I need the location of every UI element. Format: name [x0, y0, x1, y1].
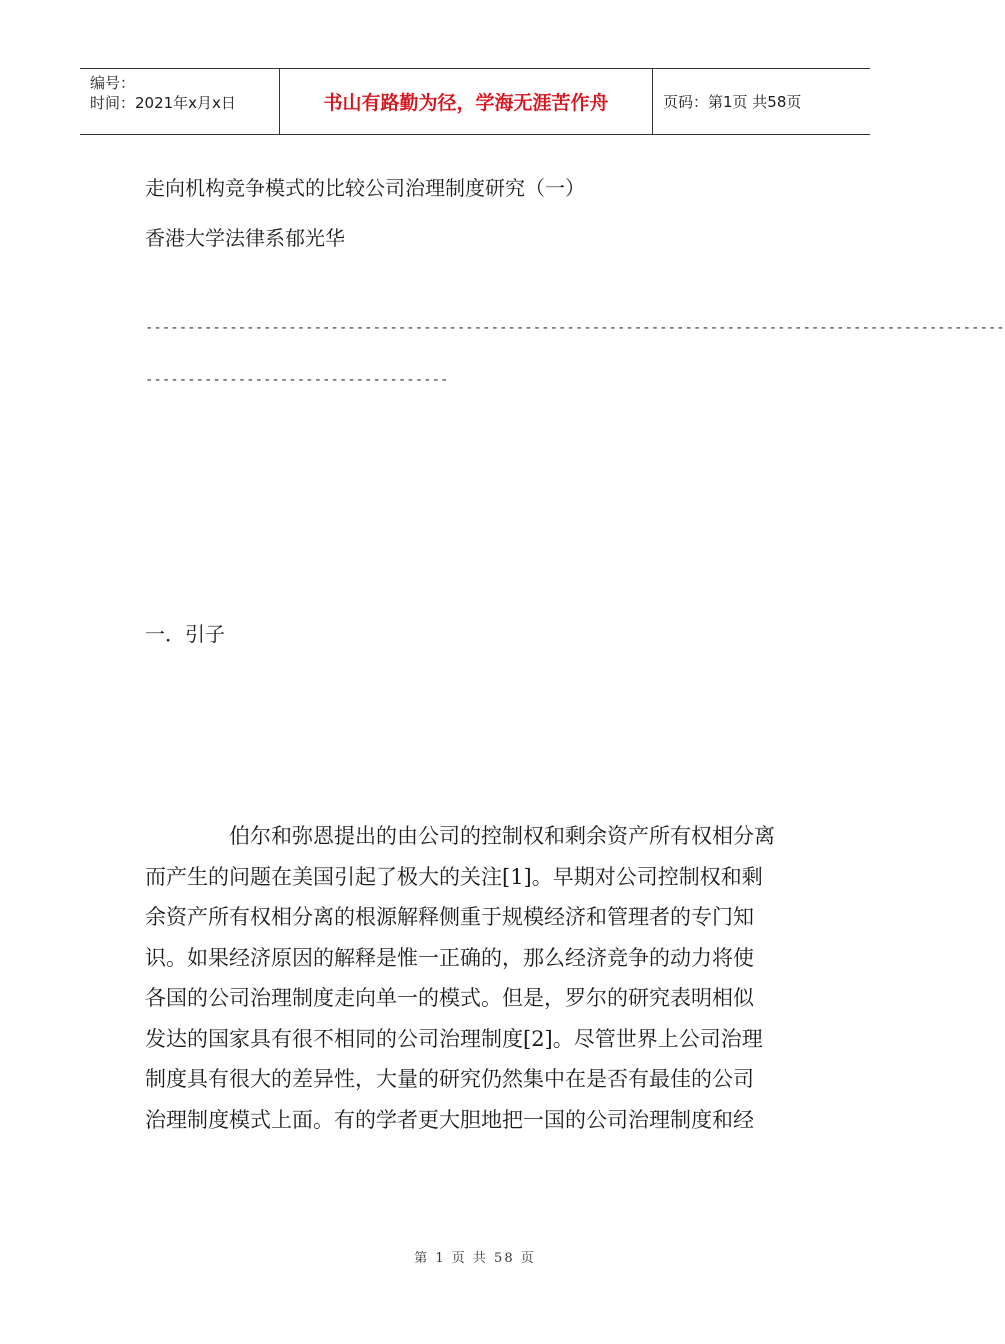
paragraph-line: 识。如果经济原因的解释是惟一正确的，那么经济竞争的动力将使 — [145, 945, 754, 970]
header-motto: 书山有路勤为径，学海无涯苦作舟 — [323, 92, 609, 114]
paragraph-line: 制度具有很大的差异性，大量的研究仍然集中在是否有最佳的公司 — [145, 1067, 754, 1091]
body-paragraph — [145, 816, 810, 1140]
paragraph-line: 各国的公司治理制度走向单一的模式。但是，罗尔的研究表明相似 — [145, 986, 754, 1010]
section-heading: 一．引子 — [145, 622, 225, 646]
divider-line-2: ------------------------------------ — [145, 372, 449, 388]
header-page-info: 页码：第1页 共58页 — [663, 93, 802, 111]
document-number-label: 编号： — [90, 74, 136, 92]
paragraph-line: 余资产所有权相分离的根源解释侧重于规模经济和管理者的专门知 — [145, 905, 754, 929]
page-header — [80, 68, 870, 135]
paragraph-line: 发达的国家具有很不相同的公司治理制度[2]。尽管世界上公司治理 — [145, 1026, 763, 1051]
header-info-cell — [80, 69, 280, 134]
paragraph-line: 治理制度模式上面。有的学者更大胆地把一国的公司治理制度和经 — [145, 1107, 754, 1132]
document-date-label: 时间：2021年x月x日 — [90, 94, 236, 112]
divider-line-1: ------------------------------------------------------------------------------------------------------ — [145, 320, 1005, 336]
document-title: 走向机构竞争模式的比较公司治理制度研究（一） — [145, 176, 585, 200]
paragraph-line: 伯尔和弥恩提出的由公司的控制权和剩余资产所有权相分离 — [229, 824, 775, 848]
paragraph-line: 而产生的问题在美国引起了极大的关注[1]。早期对公司控制权和剩 — [145, 864, 763, 889]
page-footer: 第 1 页 共 58 页 — [414, 1251, 536, 1266]
document-author: 香港大学法律系郁光华 — [145, 226, 345, 250]
header-motto-cell — [280, 69, 653, 134]
